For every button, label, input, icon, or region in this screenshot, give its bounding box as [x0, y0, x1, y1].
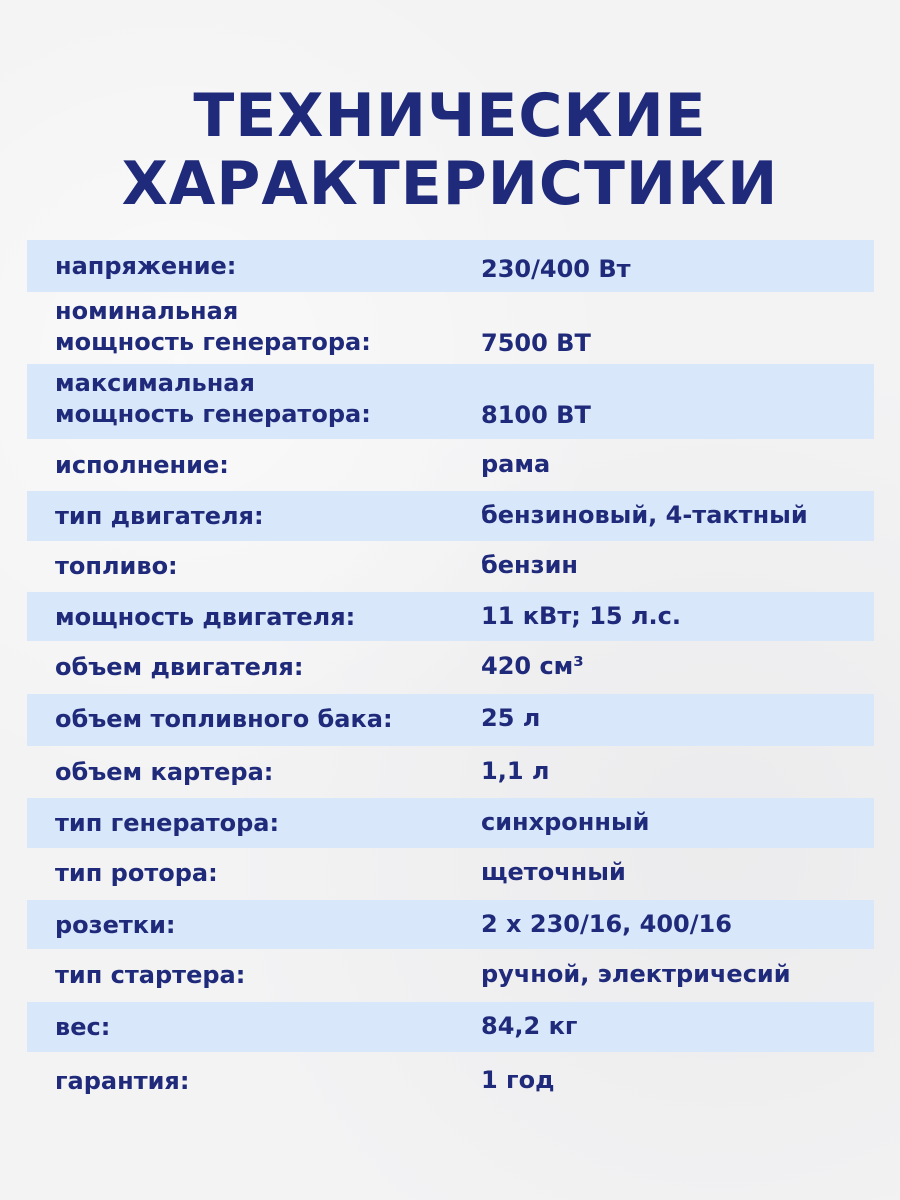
spec-value: 420 см³	[481, 652, 584, 680]
spec-value: 25 л	[481, 704, 541, 732]
spec-row-sockets	[27, 900, 874, 949]
spec-row-starter-type	[27, 949, 874, 1002]
spec-label: напряжение:	[55, 252, 237, 280]
spec-label: вес:	[55, 1013, 111, 1041]
spec-value: 11 кВт; 15 л.с.	[481, 602, 681, 630]
spec-row-voltage	[27, 240, 874, 292]
spec-label: розетки:	[55, 911, 176, 939]
spec-row-rated-power	[27, 292, 874, 364]
spec-value: синхронный	[481, 808, 650, 836]
spec-value: 84,2 кг	[481, 1012, 578, 1040]
spec-value: 7500 ВТ	[481, 329, 591, 357]
spec-label: объем картера:	[55, 758, 274, 786]
spec-row-engine-type	[27, 491, 874, 541]
page-title	[0, 82, 900, 218]
spec-label: номинальная мощность генератора:	[55, 297, 371, 356]
spec-row-fuel-tank	[27, 694, 874, 746]
spec-value: 2 х 230/16, 400/16	[481, 910, 732, 938]
spec-label: максимальная мощность генератора:	[55, 369, 371, 428]
spec-value: 1 год	[481, 1066, 555, 1094]
spec-label: тип двигателя:	[55, 502, 264, 530]
page-title-line-2: ХАРАКТЕРИСТИКИ	[121, 149, 779, 220]
spec-label: объем топливного бака:	[55, 705, 393, 733]
spec-value: бензиновый, 4-тактный	[481, 501, 808, 529]
spec-row-warranty	[27, 1052, 874, 1112]
spec-label: мощность двигателя:	[55, 603, 356, 631]
spec-label: гарантия:	[55, 1067, 190, 1095]
spec-row-design	[27, 439, 874, 491]
spec-value: щеточный	[481, 858, 626, 886]
spec-row-rotor-type	[27, 848, 874, 900]
spec-value: бензин	[481, 551, 578, 579]
spec-label: тип генератора:	[55, 809, 280, 837]
spec-row-weight	[27, 1002, 874, 1052]
spec-row-generator-type	[27, 798, 874, 848]
spec-row-engine-displacement	[27, 641, 874, 694]
spec-value: 230/400 Вт	[481, 255, 631, 283]
spec-row-max-power	[27, 364, 874, 439]
spec-label: тип стартера:	[55, 961, 246, 989]
spec-table	[27, 240, 874, 1112]
spec-label: исполнение:	[55, 451, 229, 479]
spec-label: топливо:	[55, 552, 178, 580]
spec-value: 8100 ВТ	[481, 401, 591, 429]
spec-row-crankcase	[27, 746, 874, 798]
spec-value: рама	[481, 450, 551, 478]
spec-row-engine-power	[27, 592, 874, 641]
spec-row-fuel	[27, 541, 874, 592]
spec-value: ручной, электричесий	[481, 960, 791, 988]
page-title-line-1: ТЕХНИЧЕСКИЕ	[193, 81, 707, 152]
spec-label: объем двигателя:	[55, 653, 304, 681]
spec-label: тип ротора:	[55, 859, 218, 887]
spec-value: 1,1 л	[481, 757, 550, 785]
